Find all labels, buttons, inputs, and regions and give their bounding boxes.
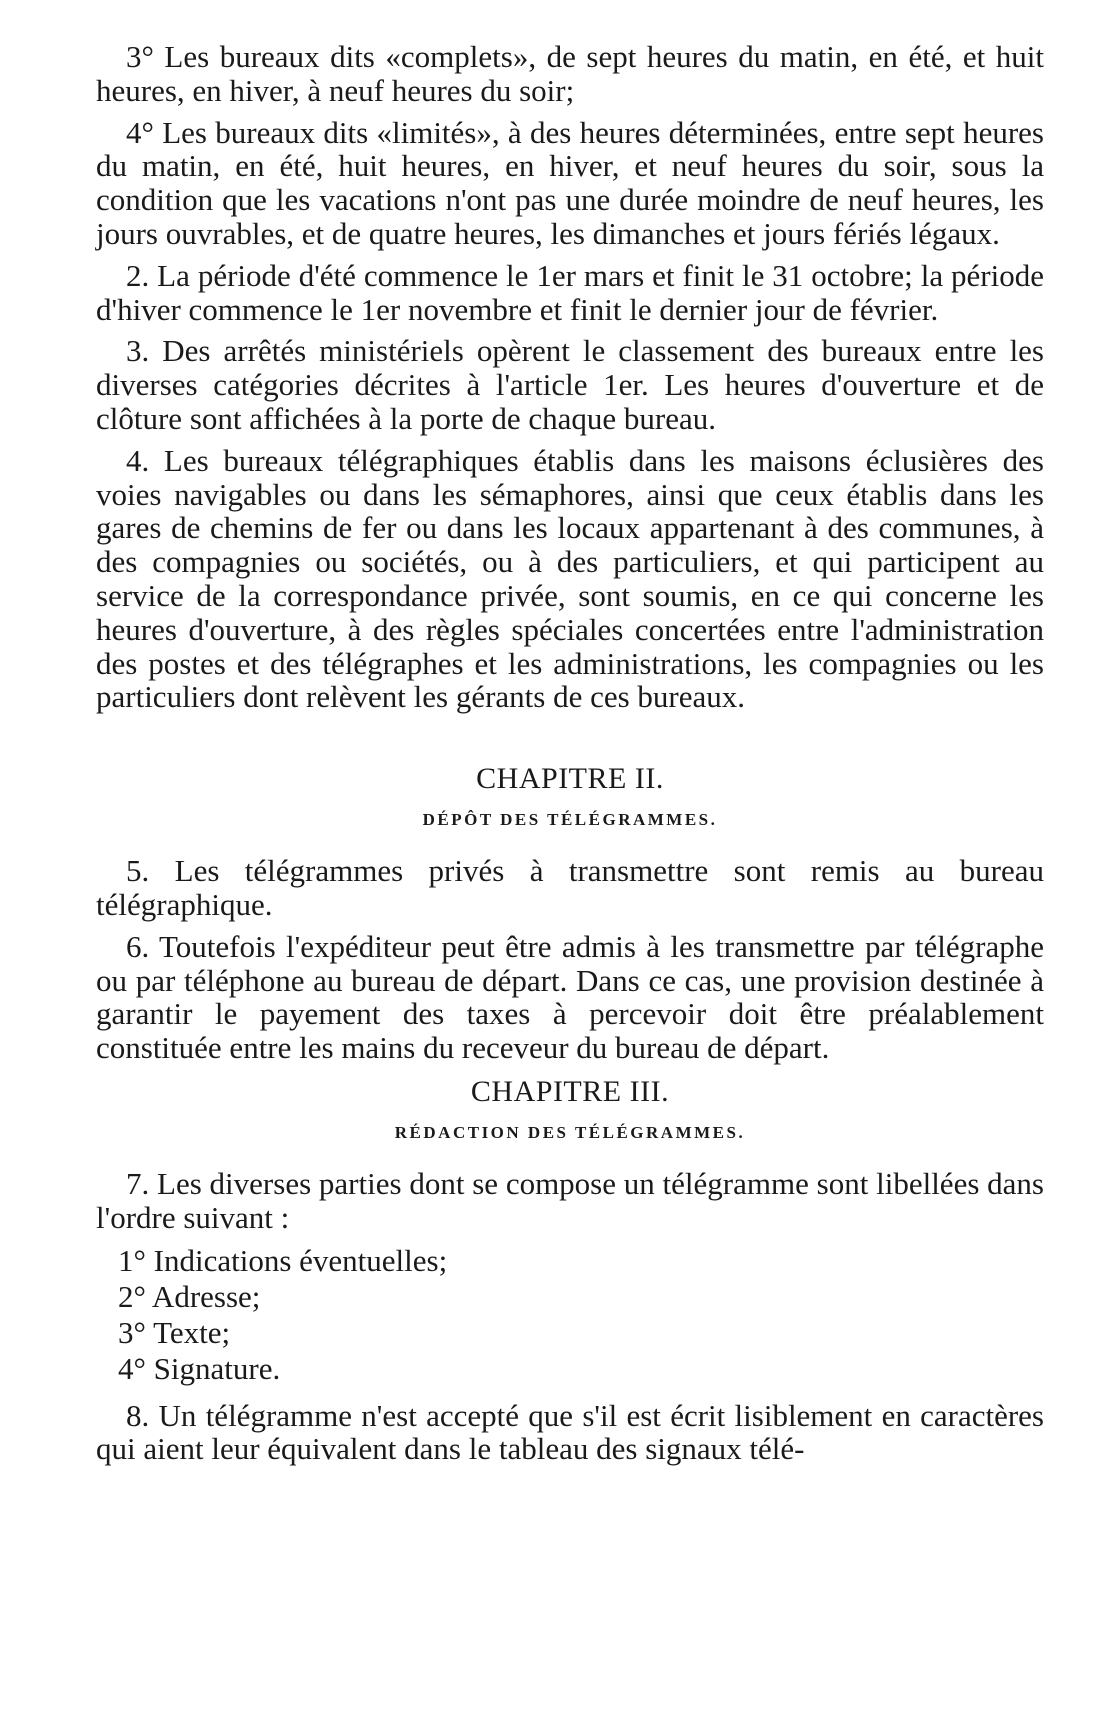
paragraph-article-4: 4. Les bureaux télégraphiques établis dans les maisons éclusières des voies navigables ou dans les sémaphores, ainsi que ceux établis dans les gares de chemins de fer ou dans les locaux appartenant à des communes, à des compagnies ou sociétés, ou à des particuliers, et qui participent au service de la correspondance privée, sont soumis, en ce qui concerne les heures d'ouverture, à des règles spéciales concertées entre l'administration des postes et des télégraphes et les administrations, les compagnies ou les particuliers dont relèvent les gérants de ces bureaux. [96,442,1044,715]
list-item: 3° Texte; [118,1314,231,1350]
paragraph-article-8: 8. Un télégramme n'est accepté que s'il est écrit lisiblement en caractères qui aient leur équivalent dans le tableau des signaux télé- [96,1397,1044,1467]
chapter-3-title: CHAPITRE III. [470,1074,670,1108]
list-item: 4° Signature. [118,1350,281,1386]
parts-list [96,1243,1044,1387]
list-item: 2° Adresse; [118,1278,261,1314]
chapter-3-subtitle: RÉDACTION DES TÉLÉGRAMMES. [394,1122,746,1142]
paragraph-bureaux-limites: 4° Les bureaux dits «limités», à des heures déterminées, entre sept heures du matin, en été, huit heures, en hiver, et neuf heures du soir, sous la condition que les vacations n'ont pas une durée moindre de neuf heures, les jours ouvrables, et de quatre heures, les dimanches et jours fériés légaux. [96,114,1044,251]
paragraph-article-5: 5. Les télégrammes privés à transmettre sont remis au bureau télégraphique. [96,853,1044,922]
paragraph-bureaux-complets: 3° Les bureaux dits «complets», de sept heures du matin, en été, et huit heures, en hiver, à neuf heures du soir; [96,39,1044,108]
document-page [96,40,1044,1474]
paragraph-article-7: 7. Les diverses parties dont se compose un télégramme sont libellées dans l'ordre suivant : [96,1165,1044,1235]
paragraph-article-3: 3. Des arrêtés ministériels opèrent le classement des bureaux entre les diverses catégories décrites à l'article 1er. Les heures d'ouverture et de clôture sont affichées à la porte de chaque bureau. [96,333,1044,436]
chapter-2-subtitle: DÉPÔT DES TÉLÉGRAMMES. [422,810,718,830]
paragraph-article-2: 2. La période d'été commence le 1er mars et finit le 31 octobre; la période d'hiver commence le 1er novembre et finit le dernier jour de février. [96,257,1044,327]
chapter-2-title: CHAPITRE II. [476,762,664,796]
list-item: 1° Indications éventuelles; [118,1242,448,1278]
paragraph-article-6: 6. Toutefois l'expéditeur peut être admis à les transmettre par télégraphe ou par téléphone au bureau de départ. Dans ce cas, une provision destinée à garantir le payement des taxes à percevoir doit être préalablement constituée entre les mains du receveur du bureau de départ. [96,928,1044,1066]
